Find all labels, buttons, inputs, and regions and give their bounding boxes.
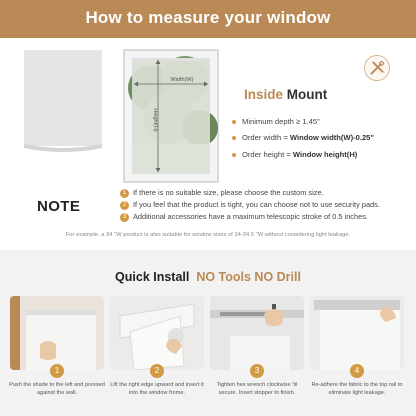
step-4-image xyxy=(310,296,404,370)
tools-icon xyxy=(364,55,390,81)
number-badge: 2 xyxy=(120,201,129,210)
number-badge: 1 xyxy=(120,189,129,198)
step-caption: Push the shade to the left and pressed against the wall. xyxy=(9,382,105,396)
note-label: NOTE xyxy=(37,198,81,215)
mount-title xyxy=(244,87,327,102)
page-title: How to measure your window xyxy=(85,8,331,27)
height-label: Height(H) xyxy=(152,108,158,132)
quick-install-title: Quick Install NO Tools NO Drill xyxy=(115,270,301,284)
step-caption: Tighten hex wrench clockwise 'til secure. Insert stopper to finish. xyxy=(216,382,298,396)
spec-item: Order width = Window width(W)-0.25" xyxy=(232,133,374,142)
step-number-badge: 4 xyxy=(350,364,364,378)
step-caption: Lift the right edge upward and insert it into the window frome. xyxy=(110,382,204,396)
step-number-badge: 3 xyxy=(250,364,264,378)
mount-title-rest: Mount xyxy=(283,87,328,102)
spec-item: Minimum depth ≥ 1.45" xyxy=(232,117,320,126)
bullet-icon xyxy=(232,153,236,157)
note-item: 2 If you feel that the product is tight, you can choose not to use security pads. xyxy=(120,200,380,210)
step-caption: Re-adhere the fabric to the top rail to eliminate light leakage. xyxy=(311,382,403,396)
step-number-badge: 1 xyxy=(50,364,64,378)
step-1-image xyxy=(10,296,104,370)
number-badge: 3 xyxy=(120,213,129,222)
window-measure-illustration xyxy=(20,48,220,184)
spec-item: Order height = Window height(H) xyxy=(232,150,357,159)
step-2-image xyxy=(110,296,204,370)
step-number-badge: 2 xyxy=(150,364,164,378)
mount-title-accent: Inside xyxy=(244,87,284,102)
note-item: 1 If there is no suitable size, please choose the custom size. xyxy=(120,188,324,198)
example-note: For example, a 34 "W product is also suitable for window sizes of 34-34.5 "W without considering light leakage. xyxy=(65,232,351,238)
bullet-icon xyxy=(232,120,236,124)
note-item: 3 Additional accessories have a maximum telescopic stroke of 0.5 inches. xyxy=(120,212,368,222)
width-label: Width(W) xyxy=(170,77,194,83)
bullet-icon xyxy=(232,136,236,140)
step-3-image xyxy=(210,296,304,370)
